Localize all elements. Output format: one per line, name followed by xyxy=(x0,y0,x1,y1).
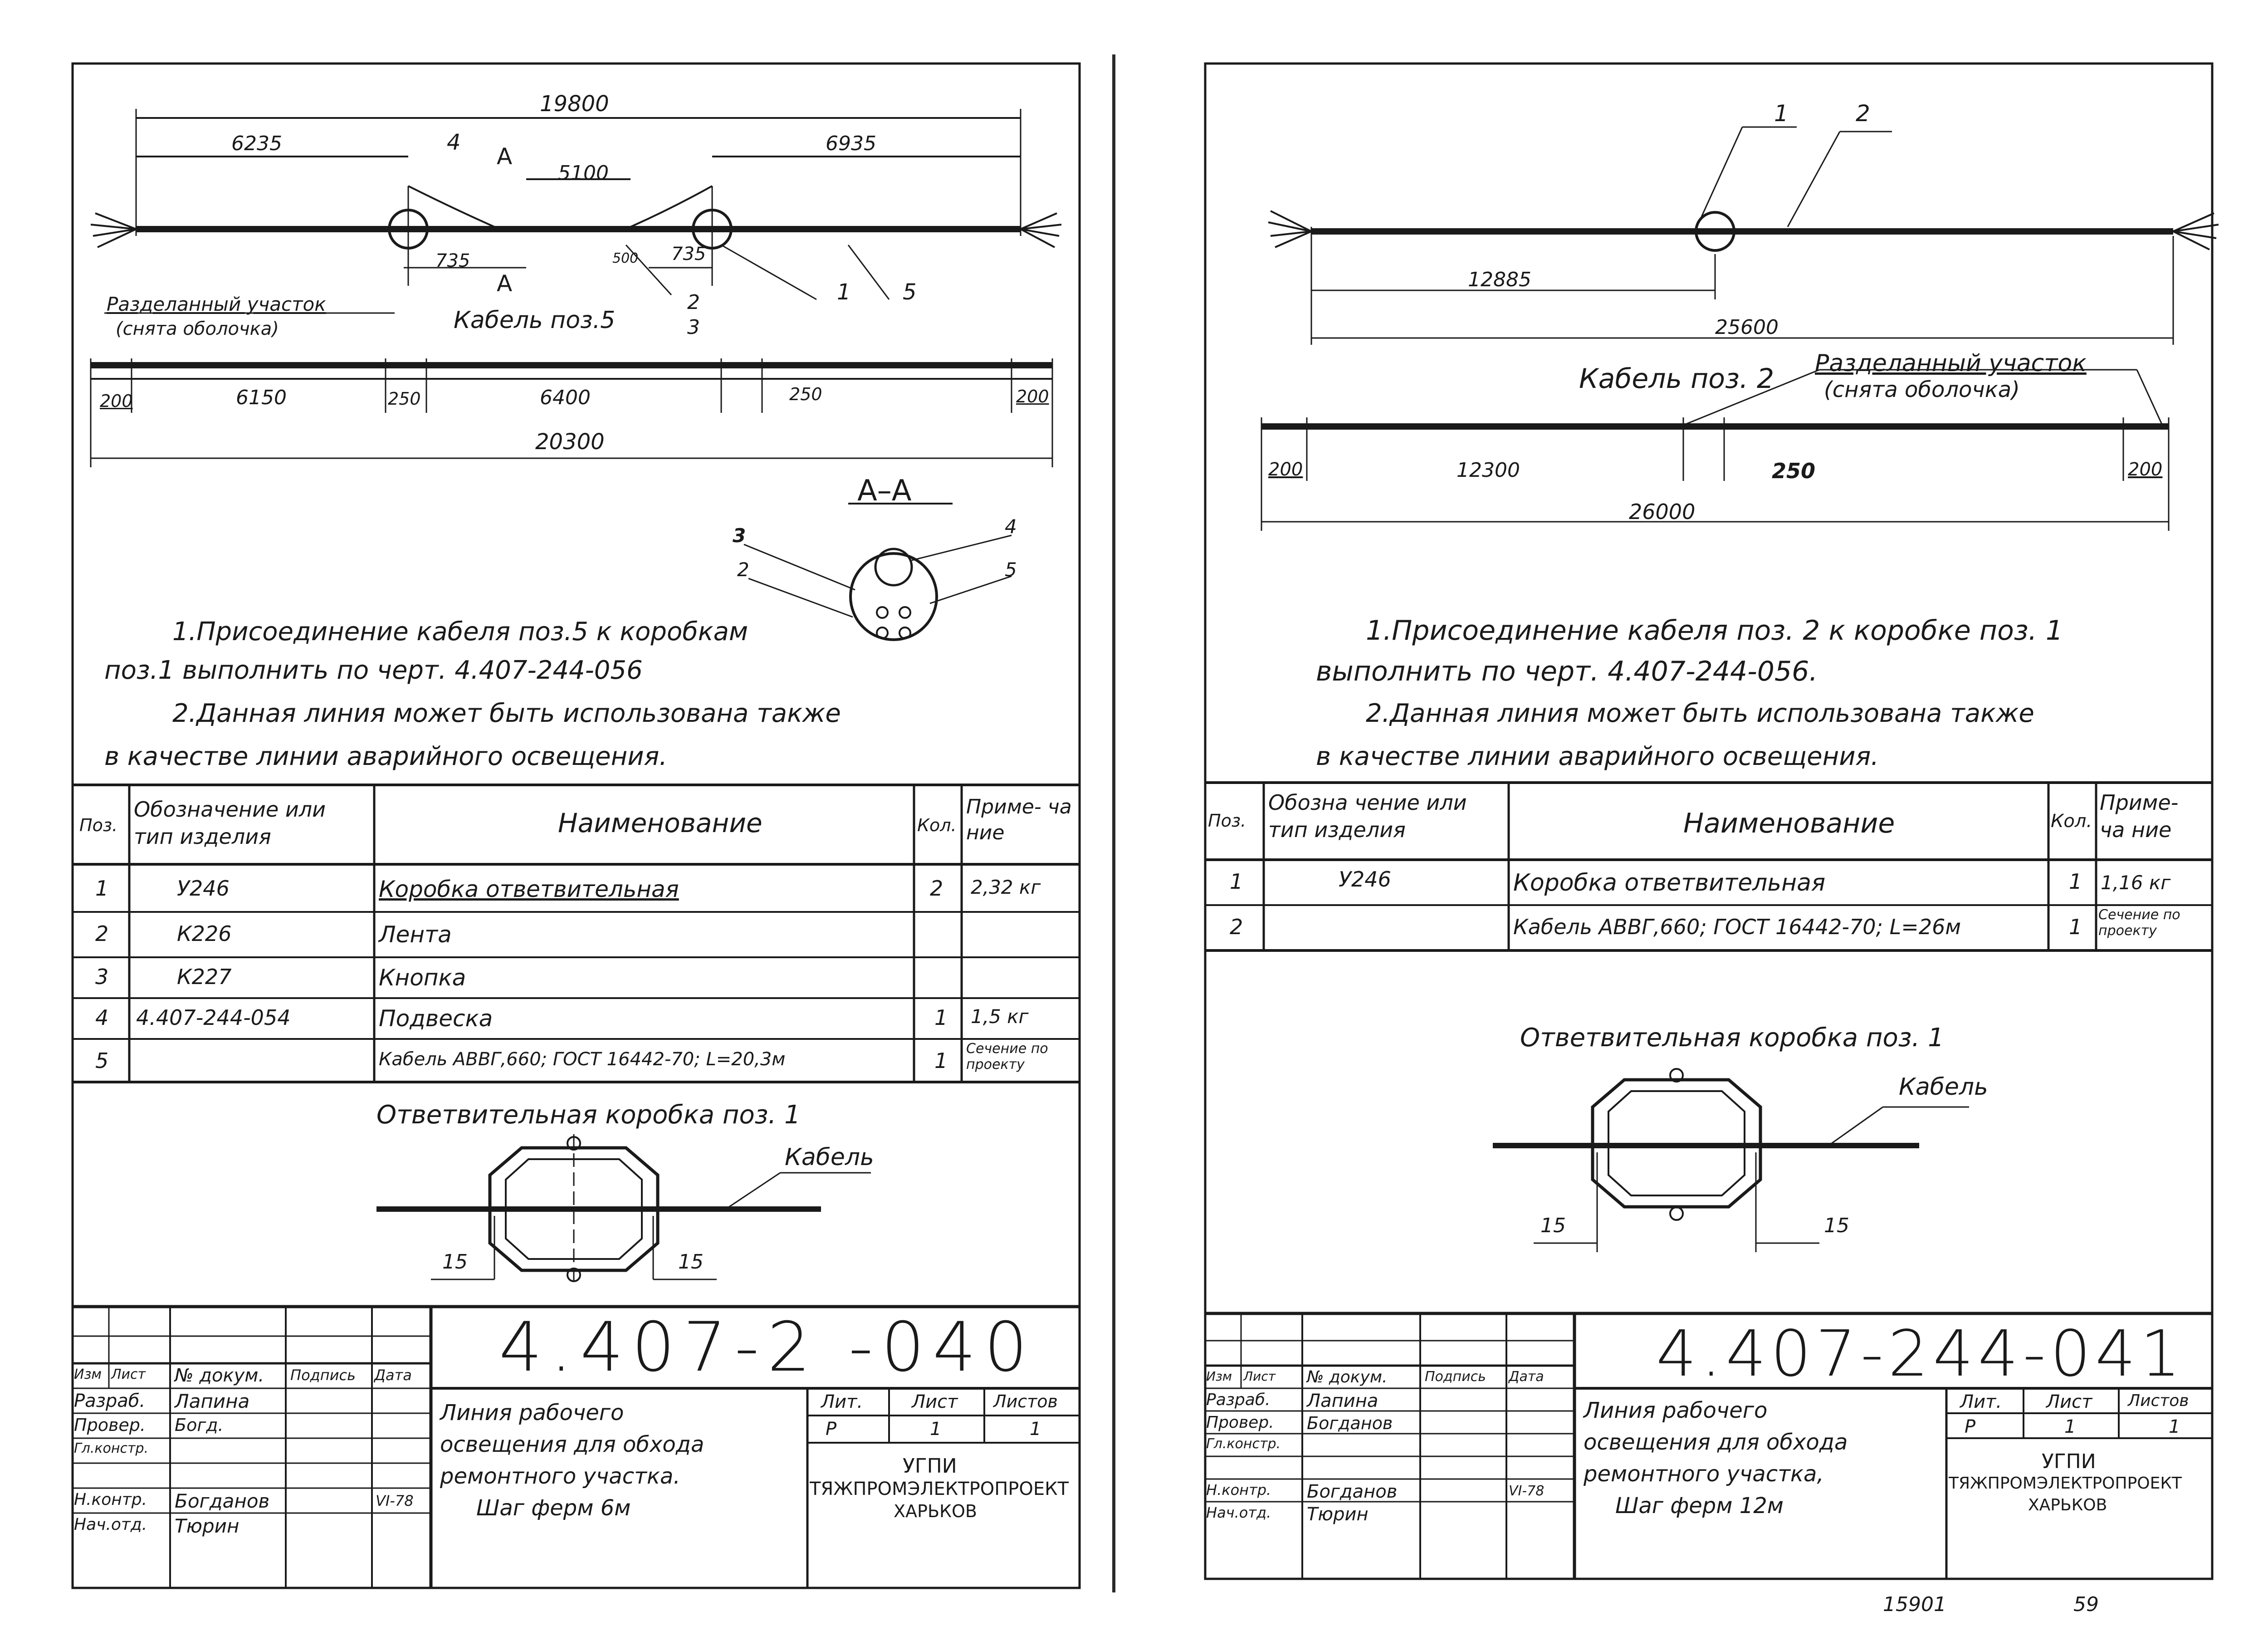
stamp-name-4: Богданов xyxy=(175,1490,270,1512)
cable-dim-e2: 200 xyxy=(1016,387,1049,407)
r-cable-dim-e2: 200 xyxy=(2128,459,2163,480)
r-box-dim-1: 15 xyxy=(1540,1214,1566,1237)
r-label-2: 2 xyxy=(1856,100,1870,127)
r-row1-qty: 1 xyxy=(2069,869,2082,894)
r-stamp-sheets-head: Листов xyxy=(2128,1391,2189,1410)
cable-dim-b: 250 xyxy=(388,389,421,409)
r-row2-note: Сечение по проекту xyxy=(2098,907,2180,939)
stamp-head-sign: Подпись xyxy=(290,1367,356,1384)
row2-name: Лента xyxy=(379,921,452,948)
r-th-note: Приме- ча ние xyxy=(2100,790,2179,842)
r-stamp-name-1: Лапина xyxy=(1307,1391,1378,1411)
section-label-5: 5 xyxy=(1005,558,1017,581)
r-row1-name: Коробка ответвительная xyxy=(1513,869,1826,896)
row3-pos: 3 xyxy=(95,965,109,989)
stripped-label: Разделанный участок xyxy=(107,293,326,315)
section-label-3: 3 xyxy=(733,524,746,547)
box-dim-2: 15 xyxy=(678,1250,704,1274)
r-stamp-role-1: Разраб. xyxy=(1206,1391,1271,1409)
r-stamp-title-2: освещения для обхода xyxy=(1584,1430,1848,1455)
row1-name: Коробка ответвительная xyxy=(379,876,679,902)
r-stamp-title-3: ремонтного участка, xyxy=(1584,1461,1824,1487)
r-stamp-sheets: 1 xyxy=(2169,1416,2180,1437)
row4-pos: 4 xyxy=(95,1005,109,1030)
dim-gap2: 735 xyxy=(671,244,706,265)
r-stamp-head-doc: № докум. xyxy=(1307,1368,1388,1386)
r-stamp-lit-head: Лит. xyxy=(1960,1391,2002,1412)
cable-dim-d: 250 xyxy=(789,384,822,404)
r-stamp-name-4: Богданов xyxy=(1307,1481,1398,1502)
r-th-designation: Обозна чение или тип изделия xyxy=(1268,790,1467,842)
row2-pos: 2 xyxy=(95,921,109,946)
r-stamp-sheet-head: Лист xyxy=(2046,1391,2092,1412)
r-stamp-title-1: Линия рабочего xyxy=(1584,1398,1768,1423)
box-cable-label: Кабель xyxy=(785,1144,874,1171)
stamp-org-3: ХАРЬКОВ xyxy=(894,1501,977,1521)
row1-note: 2,32 кг xyxy=(971,876,1041,898)
r-stamp-role-5: Нач.отд. xyxy=(1206,1504,1271,1521)
box-dim-1: 15 xyxy=(442,1250,468,1274)
r-note-line-4: в качестве линии аварийного освещения. xyxy=(1316,742,1879,771)
stamp-lit: Р xyxy=(826,1419,837,1440)
stamp-sheets-head: Листов xyxy=(993,1391,1058,1411)
r-stamp-head-list: Лист xyxy=(1243,1369,1276,1384)
section-label-2: 2 xyxy=(737,558,749,581)
label-a-top: А xyxy=(497,143,513,170)
stripped-sub: (снята оболочка) xyxy=(116,318,279,339)
r-box-cable-label: Кабель xyxy=(1899,1073,1988,1101)
section-label-4: 4 xyxy=(1005,515,1017,538)
r-footer-right: 59 xyxy=(2073,1593,2099,1616)
r-note-line-3: 2.Данная линия может быть использована также xyxy=(1366,699,2034,728)
dim-left: 6235 xyxy=(231,132,282,155)
label-pos3: 3 xyxy=(687,316,700,339)
r-stamp-role-3: Гл.констр. xyxy=(1206,1436,1281,1452)
stamp-title-1: Линия рабочего xyxy=(440,1400,624,1425)
note-line-4: в качестве линии аварийного освещения. xyxy=(104,742,668,771)
th-designation: Обозначение или тип изделия xyxy=(134,797,326,849)
r-stripped-label: Разделанный участок xyxy=(1815,350,2087,377)
r-stamp-title-4: Шаг ферм 12м xyxy=(1615,1493,1784,1518)
r-stamp-role-2: Провер. xyxy=(1206,1413,1274,1432)
dim-small: 500 xyxy=(612,250,639,266)
th-name: Наименование xyxy=(558,808,763,838)
stamp-head-izm: Изм xyxy=(74,1367,102,1382)
r-stamp-date: VI-78 xyxy=(1509,1483,1545,1499)
r-stamp-head-date: Дата xyxy=(1509,1369,1544,1385)
r-row2-pos: 2 xyxy=(1230,915,1243,939)
stamp-role-3: Гл.констр. xyxy=(74,1440,149,1456)
stamp-lit-head: Лит. xyxy=(821,1391,863,1412)
stamp-title-2: освещения для обхода xyxy=(440,1432,704,1457)
th-qty: Кол. xyxy=(917,815,957,835)
r-box-dim-2: 15 xyxy=(1824,1214,1849,1237)
stamp-title-3: ремонтного участка. xyxy=(440,1464,680,1489)
sheet-divider xyxy=(1112,54,1115,1592)
label-pos1: 1 xyxy=(837,279,851,305)
r-stripped-sub: (снята оболочка) xyxy=(1824,377,2020,402)
row4-designation: 4.407-244-054 xyxy=(136,1005,291,1030)
r-box-title: Ответвительная коробка поз. 1 xyxy=(1520,1023,1944,1053)
label-pos4: 4 xyxy=(447,130,461,155)
r-cable-dim-e1: 200 xyxy=(1268,459,1303,480)
r-cable-title: Кабель поз. 2 xyxy=(1579,363,1774,395)
note-line-3: 2.Данная линия может быть использована также xyxy=(172,699,841,728)
doc-number: 4.407-2 -040 xyxy=(499,1308,1036,1387)
stamp-role-1: Разраб. xyxy=(74,1391,146,1411)
cable-dim-e1: 200 xyxy=(100,391,133,411)
r-row1-pos: 1 xyxy=(1230,869,1243,894)
dim-total: 19800 xyxy=(540,91,609,117)
r-dim-a: 12885 xyxy=(1468,268,1531,291)
dim-right: 6935 xyxy=(826,132,876,155)
r-cable-dim-a: 12300 xyxy=(1457,459,1520,482)
dim-gap1: 735 xyxy=(435,250,470,271)
cable-title: Кабель поз.5 xyxy=(454,307,616,334)
row1-pos: 1 xyxy=(95,876,109,901)
stamp-head-list: Лист xyxy=(111,1367,146,1382)
stamp-date: VI-78 xyxy=(376,1492,414,1509)
th-note: Приме- ча ние xyxy=(966,795,1072,845)
r-row2-qty: 1 xyxy=(2069,915,2082,939)
r-stamp-lit: Р xyxy=(1965,1416,1976,1437)
box-title: Ответвительная коробка поз. 1 xyxy=(376,1100,801,1130)
section-title: А–А xyxy=(857,474,912,508)
r-th-name: Наименование xyxy=(1683,808,1895,839)
r-stamp-head-sign: Подпись xyxy=(1425,1369,1486,1385)
stamp-org-2: ТЯЖПРОМЭЛЕКТРОПРОЕКТ xyxy=(810,1479,1069,1499)
r-note-line-1: 1.Присоединение кабеля поз. 2 к коробке поз. 1 xyxy=(1366,615,2063,647)
r-stamp-org-1: УГПИ xyxy=(2042,1450,2096,1473)
row2-designation: К226 xyxy=(177,921,232,946)
stamp-role-5: Нач.отд. xyxy=(74,1515,147,1534)
r-cable-dim-total: 26000 xyxy=(1629,500,1696,524)
stamp-org-1: УГПИ xyxy=(903,1455,957,1478)
row5-qty: 1 xyxy=(934,1048,948,1073)
label-pos5: 5 xyxy=(903,279,917,305)
row4-note: 1,5 кг xyxy=(971,1005,1029,1028)
label-pos2: 2 xyxy=(687,291,700,314)
r-dim-total: 25600 xyxy=(1715,316,1779,339)
r-cable-dim-b: 250 xyxy=(1772,459,1816,483)
r-stamp-org-3: ХАРЬКОВ xyxy=(2028,1496,2107,1514)
stamp-sheets: 1 xyxy=(1030,1419,1041,1440)
stamp-role-4: Н.контр. xyxy=(74,1490,147,1509)
stamp-role-2: Провер. xyxy=(74,1415,146,1435)
stamp-name-2: Богд. xyxy=(175,1415,224,1435)
row5-note: Сечение по проекту xyxy=(966,1041,1048,1073)
note-line-1: 1.Присоединение кабеля поз.5 к коробкам xyxy=(172,617,748,647)
cable-dim-total: 20300 xyxy=(535,429,605,455)
r-row2-name: Кабель АВВГ,660; ГОСТ 16442-70; L=26м xyxy=(1513,915,1961,939)
stamp-name-1: Лапина xyxy=(175,1390,250,1412)
sheet-right xyxy=(1139,0,2268,1636)
r-stamp-name-5: Тюрин xyxy=(1307,1504,1369,1525)
r-footer-left: 15901 xyxy=(1883,1593,1946,1616)
r-doc-number: 4.407-244-041 xyxy=(1656,1317,2185,1391)
r-row1-designation: У246 xyxy=(1339,867,1391,891)
dim-mid: 5100 xyxy=(558,162,609,185)
r-stamp-org-2: ТЯЖПРОМЭЛЕКТРОПРОЕКТ xyxy=(1949,1474,2182,1493)
cable-dim-c: 6400 xyxy=(540,386,591,409)
row4-qty: 1 xyxy=(934,1005,948,1030)
stamp-head-doc: № докум. xyxy=(175,1365,264,1386)
th-pos: Поз. xyxy=(79,815,118,835)
stamp-sheet-head: Лист xyxy=(912,1391,958,1412)
r-stamp-head-izm: Изм xyxy=(1206,1369,1232,1384)
r-row1-note: 1,16 кг xyxy=(2101,872,2171,894)
r-stamp-name-2: Богданов xyxy=(1307,1413,1393,1433)
r-stamp-role-4: Н.контр. xyxy=(1206,1481,1271,1499)
row1-designation: У246 xyxy=(177,876,230,901)
cable-dim-a: 6150 xyxy=(236,386,287,409)
stamp-title-4: Шаг ферм 6м xyxy=(476,1495,631,1521)
note-line-2: поз.1 выполнить по черт. 4.407-244-056 xyxy=(104,656,643,685)
row3-name: Кнопка xyxy=(379,965,466,991)
r-note-line-2: выполнить по черт. 4.407-244-056. xyxy=(1316,656,1818,687)
r-th-pos: Поз. xyxy=(1208,811,1246,831)
stamp-name-5: Тюрин xyxy=(175,1515,240,1537)
stamp-sheet: 1 xyxy=(930,1419,942,1440)
r-stamp-sheet: 1 xyxy=(2064,1416,2076,1437)
row3-designation: К227 xyxy=(177,965,232,989)
row1-qty: 2 xyxy=(930,876,943,901)
row5-name: Кабель АВВГ,660; ГОСТ 16442-70; L=20,3м xyxy=(379,1049,786,1070)
row4-name: Подвеска xyxy=(379,1005,493,1032)
row5-pos: 5 xyxy=(95,1048,109,1073)
r-label-1: 1 xyxy=(1774,100,1789,127)
r-th-qty: Кол. xyxy=(2051,811,2092,832)
label-a-bottom: А xyxy=(497,270,513,297)
stamp-head-date: Дата xyxy=(374,1367,412,1384)
